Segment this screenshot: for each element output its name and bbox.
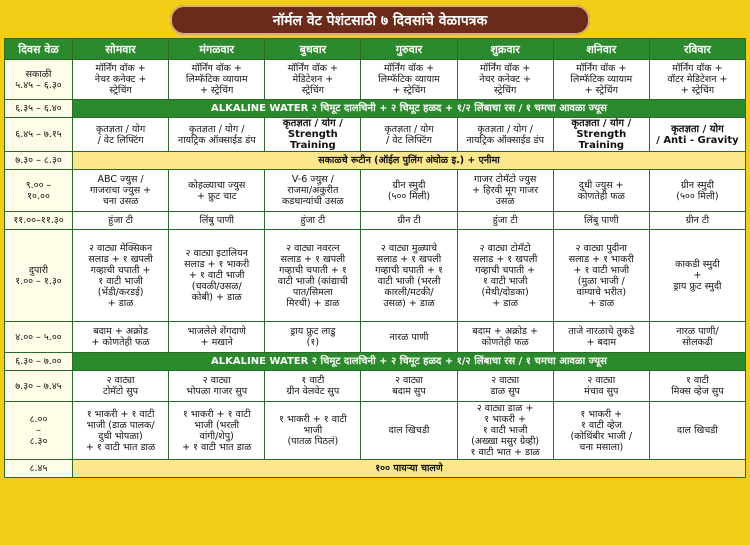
schedule-cell: कृतज्ञता / योग / Strength Training xyxy=(553,118,649,152)
time-cell: ८.०० – ८.३० xyxy=(5,402,73,460)
schedule-cell: हुंजा टी xyxy=(73,212,169,230)
schedule-table xyxy=(4,38,746,478)
schedule-cell: मॉर्निंग वॉक + नेचर कनेक्ट + स्ट्रेचिंग xyxy=(73,60,169,100)
header-thursday: गुरुवार xyxy=(361,39,457,60)
schedule-cell: कृतज्ञता / योग / नायट्रिक ऑक्साईड डंप xyxy=(169,118,265,152)
schedule-cell: काकडी स्मुदी + ड्राय फ्रुट स्मुदी xyxy=(649,230,745,322)
schedule-cell: ग्रीन स्मुदी (५०० मिली) xyxy=(361,170,457,212)
full-row-cell: १०० पायऱ्या चालणे xyxy=(73,460,746,478)
time-cell: ११.००–११.३० xyxy=(5,212,73,230)
schedule-cell: २ वाट्या पुदीना सलाड + १ भाकरी + १ वाटी भाजी (मुळा भाजी / वांग्याचे भरीत) + डाळ xyxy=(553,230,649,322)
schedule-cell: १ भाकरी + १ वाटी भाजी (पातळ पिठलं) xyxy=(265,402,361,460)
table-row xyxy=(5,118,746,152)
schedule-cell: कृतज्ञता / योग / नायट्रिक ऑक्साईड डंप xyxy=(457,118,553,152)
table-row xyxy=(5,322,746,353)
schedule-cell: लिंबु पाणी xyxy=(169,212,265,230)
time-cell: ६.३० – ७.०० xyxy=(5,353,73,371)
table-row xyxy=(5,460,746,478)
schedule-cell: २ वाट्या डाळ + १ भाकरी + १ वाटी भाजी (अख्खा मसुर ग्रेव्ही) १ वाटी भात + डाळ xyxy=(457,402,553,460)
schedule-cell: हुंजा टी xyxy=(265,212,361,230)
table-row xyxy=(5,353,746,371)
schedule-cell: १ भाकरी + १ वाटी भाजी (डाळ पालक/ दुधी भोपळा) + १ वाटी भात डाळ xyxy=(73,402,169,460)
schedule-cell: मॉर्निंग वॉक + लिम्फॅटिक व्यायाम + स्ट्रेचिंग xyxy=(361,60,457,100)
schedule-cell: २ वाट्या बदाम सुप xyxy=(361,371,457,402)
schedule-cell: हुंजा टी xyxy=(457,212,553,230)
schedule-cell: कोहळ्याचा ज्युस + फ्रुट चाट xyxy=(169,170,265,212)
table-row xyxy=(5,230,746,322)
schedule-cell: १ वाटी ग्रीन वेलवेट सुप xyxy=(265,371,361,402)
table-row xyxy=(5,100,746,118)
time-cell: ६.४५ – ७.१५ xyxy=(5,118,73,152)
schedule-cell: गाजर टोमॅटो ज्युस + हिरवी मूग गाजर उसळ xyxy=(457,170,553,212)
full-row-cell: सकाळचे रूटीन (ऑईल पुलिंग अंघोळ इ.) + एनीमा xyxy=(73,152,746,170)
page-title: नॉर्मल वेट पेशंटसाठी ७ दिवसांचे वेळापत्रक xyxy=(170,5,590,35)
schedule-cell: दुधी ज्युस + कोणतेही फळ xyxy=(553,170,649,212)
table-row xyxy=(5,402,746,460)
table-row xyxy=(5,170,746,212)
schedule-cell: कृतज्ञता / योग / वेट लिफ्टिंग xyxy=(361,118,457,152)
schedule-cell: १ भाकरी + १ वाटी भाजी (भरली वांगी/शेपु) + १ वाटी भात डाळ xyxy=(169,402,265,460)
schedule-cell: ड्राय फ्रुट लाडु (१) xyxy=(265,322,361,353)
schedule-cell: नारळ पाणी xyxy=(361,322,457,353)
time-cell: ६.३५ – ६.४० xyxy=(5,100,73,118)
schedule-cell: ABC ज्युस / गाजराचा ज्युस + चना उसळ xyxy=(73,170,169,212)
table-row xyxy=(5,152,746,170)
full-row-cell: ALKALINE WATER २ चिमूट दालचिनी + २ चिमूट हळद + १/२ लिंबाचा रस / १ चमचा आवळा ज्यूस xyxy=(73,100,746,118)
schedule-cell: भाजलेले शेंगदाणे + मखाने xyxy=(169,322,265,353)
header-friday: शुक्रवार xyxy=(457,39,553,60)
schedule-cell: मॉर्निंग वॉक + लिम्फॅटिक व्यायाम + स्ट्रेचिंग xyxy=(169,60,265,100)
schedule-cell: २ वाट्या नवरत्न सलाड + १ खपली गव्हाची चपाती + १ वाटी भाजी (कांद्याची पात/सिमला मिरची) + डाळ xyxy=(265,230,361,322)
header-sunday: रविवार xyxy=(649,39,745,60)
schedule-cell: मॉर्निंग वॉक + वॉटर मेडिटेशन + + स्ट्रेचिंग xyxy=(649,60,745,100)
schedule-cell: ग्रीन टी xyxy=(649,212,745,230)
header-time: दिवस वेळ xyxy=(5,39,73,60)
full-row-cell: ALKALINE WATER २ चिमूट दालचिनी + २ चिमूट हळद + १/२ लिंबाचा रस / १ चमचा आवळा ज्यूस xyxy=(73,353,746,371)
schedule-cell: V-6 ज्युस / राजमा/अंकुरीत कडधान्यांची उसळ xyxy=(265,170,361,212)
schedule-cell: बदाम + अक्रोड + कोणतेही फळ xyxy=(457,322,553,353)
header-tuesday: मंगळवार xyxy=(169,39,265,60)
header-row xyxy=(5,39,746,60)
time-cell: ९.०० – १०.०० xyxy=(5,170,73,212)
schedule-cell: लिंबु पाणी xyxy=(553,212,649,230)
header-wednesday: बुधवार xyxy=(265,39,361,60)
time-cell: सकाळी ५.४५ – ६.३० xyxy=(5,60,73,100)
schedule-cell: २ वाट्या मंचाव सुप xyxy=(553,371,649,402)
schedule-cell: ग्रीन टी xyxy=(361,212,457,230)
schedule-cell: ताजे नारळाचे तुकडे + बदाम xyxy=(553,322,649,353)
table-row xyxy=(5,371,746,402)
schedule-cell: २ वाट्या डाळ सुप xyxy=(457,371,553,402)
time-cell: ८.४५ xyxy=(5,460,73,478)
schedule-cell: २ वाट्या भोपळा गाजर सुप xyxy=(169,371,265,402)
header-saturday: शनिवार xyxy=(553,39,649,60)
schedule-cell: कृतज्ञता / योग / वेट लिफ्टिंग xyxy=(73,118,169,152)
schedule-cell: २ वाट्या टोमॅटो सलाड + १ खपली गव्हाची चपाती + १ वाटी भाजी (मेथी/दोडका) + डाळ xyxy=(457,230,553,322)
table-row xyxy=(5,212,746,230)
schedule-cell: दाल खिचडी xyxy=(649,402,745,460)
time-cell: ४.०० – ५.०० xyxy=(5,322,73,353)
schedule-cell: २ वाट्या मेक्सिकन सलाड + १ खपली गव्हाची चपाती + १ वाटी भाजी (भेंडी/करडई) + डाळ xyxy=(73,230,169,322)
schedule-cell: दाल खिचडी xyxy=(361,402,457,460)
schedule-cell: १ वाटी मिक्स व्हेज सुप xyxy=(649,371,745,402)
time-cell: ७.३० – ८.३० xyxy=(5,152,73,170)
schedule-cell: २ वाट्या इटालियन सलाड + १ भाकरी + १ वाटी भाजी (चवळी/उसळ/ कोबी) + डाळ xyxy=(169,230,265,322)
time-cell: दुपारी १.०० – १.३० xyxy=(5,230,73,322)
schedule-cell: नारळ पाणी/ सोलकढी xyxy=(649,322,745,353)
schedule-cell: कृतज्ञता / योग / Strength Training xyxy=(265,118,361,152)
schedule-cell: ग्रीन स्मुदी (५०० मिली) xyxy=(649,170,745,212)
schedule-cell: २ वाट्या टोमॅटो सुप xyxy=(73,371,169,402)
schedule-cell: कृतज्ञता / योग / Anti - Gravity xyxy=(649,118,745,152)
table-row xyxy=(5,60,746,100)
schedule-cell: मॉर्निंग वॉक + लिम्फॅटिक व्यायाम + स्ट्रेचिंग xyxy=(553,60,649,100)
header-monday: सोमवार xyxy=(73,39,169,60)
time-cell: ७.३० – ७.४५ xyxy=(5,371,73,402)
schedule-cell: १ भाकरी + १ वाटी व्हेज (कोथिंबीर भाजी / चना मसाला) xyxy=(553,402,649,460)
schedule-cell: मॉर्निंग वॉक + नेचर कनेक्ट + स्ट्रेचिंग xyxy=(457,60,553,100)
schedule-cell: बदाम + अक्रोड + कोणतेही फळ xyxy=(73,322,169,353)
schedule-cell: २ वाट्या मुळ्याचे सलाड + १ खपली गव्हाची चपाती + १ वाटी भाजी (भरली कारली/मटकी/ उसळ) + डाळ xyxy=(361,230,457,322)
schedule-cell: मॉर्निंग वॉक + मेडिटेशन + स्ट्रेचिंग xyxy=(265,60,361,100)
